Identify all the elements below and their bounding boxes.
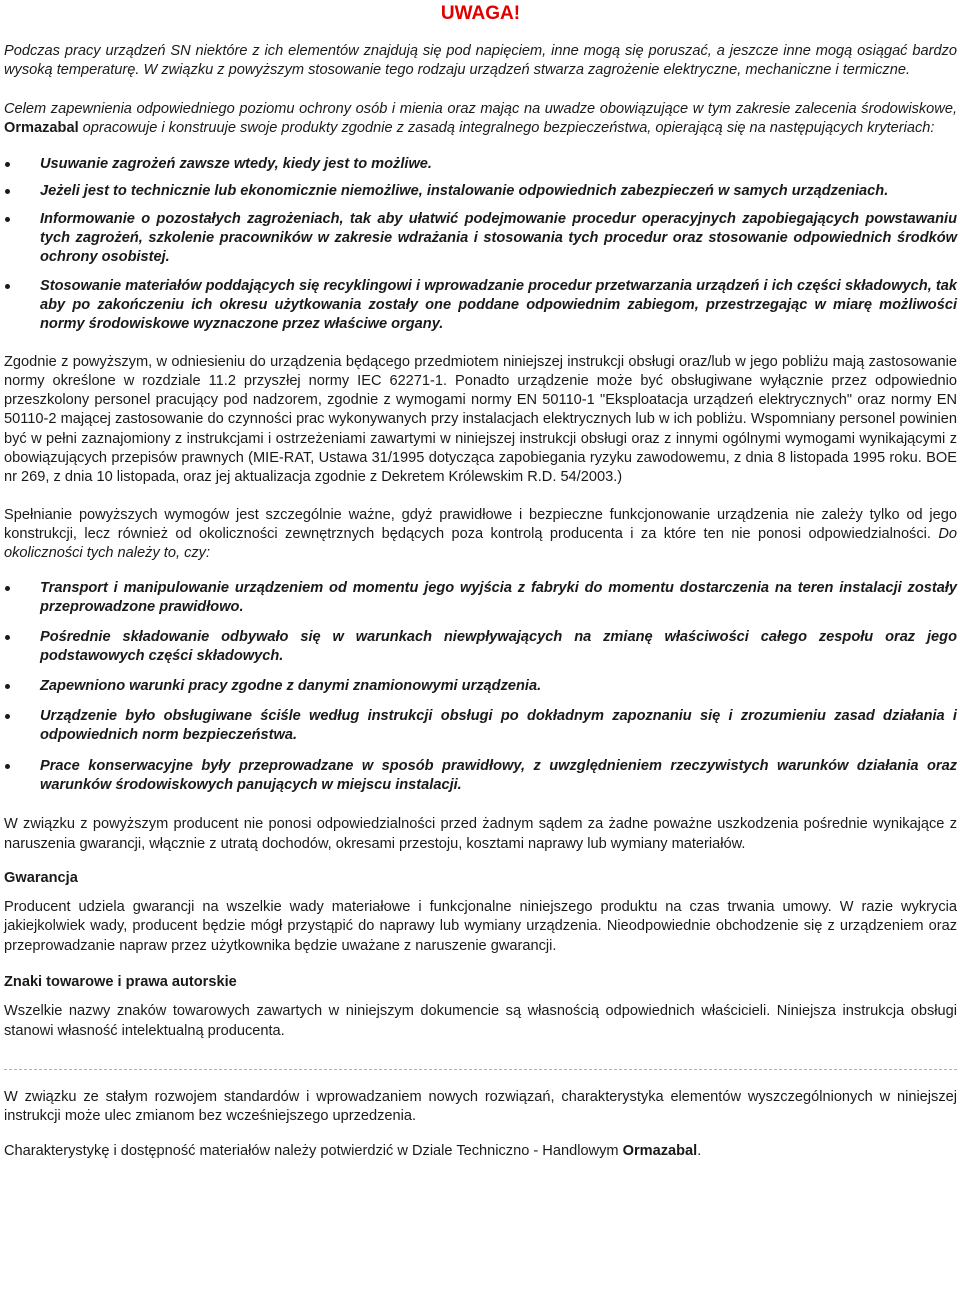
list-item-text: Jeżeli jest to technicznie lub ekonomicznie niemożliwe, instalowanie odpowiednich zabezpieczeń w samych urządzeniach. <box>40 183 889 200</box>
list-item-text: Transport i manipulowanie urządzeniem od momentu jego wyjścia z fabryki do momentu dostarczenia na teren instalacji zostały przeprowadzone prawidłowo. <box>40 579 957 615</box>
hazard-intro: Podczas pracy urządzeń SN niektóre z ich elementów znajdują się pod napięciem, inne mogą się poruszać, a jeszcze inne mogą osiągać bardzo wysoką temperaturę. W związku z powyższym stosowanie tego rodzaju urządzeń stwarza zagrożenie elektryczne, mechaniczne i termiczne. <box>4 43 957 79</box>
bullet-icon <box>5 162 10 167</box>
document-page <box>4 0 957 1162</box>
list-item <box>4 579 957 618</box>
list-item-text: Usuwanie zagrożeń zawsze wtedy, kiedy jest to możliwe. <box>40 156 432 173</box>
warning-title: UWAGA! <box>440 3 521 24</box>
requirements-lead-in: Do okoliczności tych należy to, czy: <box>4 525 957 562</box>
list-item <box>4 210 957 268</box>
warranty-heading: Gwarancja <box>4 869 78 886</box>
bullet-icon <box>5 684 10 689</box>
divider <box>4 1069 957 1070</box>
bullet-icon <box>5 284 10 289</box>
requirements-paragraph <box>4 506 957 564</box>
safety-aim-paragraph <box>4 100 957 139</box>
requirements-text: Spełnianie powyższych wymogów jest szczególnie ważne, gdyż prawidłowe i bezpieczne funkcjonowanie urządzenia nie zależy tylko od jego konstrukcji, lecz również od okoliczności zewnętrznych będących poza kontrolą producenta i za które ten nie ponosi odpowiedzialności. <box>4 506 957 542</box>
list-item-text: Zapewniono warunki pracy zgodne z danymi znamionowymi urządzenia. <box>40 677 542 694</box>
liability-paragraph: W związku z powyższym producent nie ponosi odpowiedzialności przed żadnym sądem za żadne poważne uszkodzenia pośrednie wynikające z naruszenia gwarancji, włącznie z utratą dochodów, okresami przestoju, kosztami naprawy lub wymiany materiałów. <box>4 816 957 852</box>
safety-aim-text-1: Celem zapewnienia odpowiedniego poziomu ochrony osób i mienia oraz mając na uwadze obowiązujące w tym zakresie zalecenia środowiskowe, <box>4 100 957 117</box>
list-item <box>4 277 957 335</box>
brand-name: Ormazabal <box>622 1143 698 1160</box>
bullet-icon <box>5 764 10 769</box>
safety-aim-text-2: opracowuje i konstruuje swoje produkty zgodnie z zasadą integralnego bezpieczeństwa, opierającą się na następujących kryteriach: <box>78 119 935 136</box>
list-item <box>4 707 957 746</box>
conditions-list <box>4 579 957 796</box>
trademarks-paragraph: Wszelkie nazwy znaków towarowych zawartych w niniejszym dokumencie są własnością odpowiednich właścicieli. Niniejsza instrukcja obsługi stanowi własność intelektualną producenta. <box>4 1003 957 1039</box>
compliance-paragraph: Zgodnie z powyższym, w odniesieniu do urządzenia będącego przedmiotem niniejszej instrukcji obsługi oraz/lub w jego pobliżu mają zastosowanie normy określone w rozdziale 11.2 przyszłej normy IEC 62271-1. Ponadto urządzenie może być obsługiwane wyłącznie przez odpowiednio przeszkolony personel pracujący pod nadzorem, zgodnie z wymogami normy EN 50110-1 "Eksploatacja urządzeń elektrycznych" oraz normy EN 50110-2 mającej zastosowanie do czynności prac wykonywanych przy instalacjach elektrycznych lub w ich pobliżu. Wspomniany personel powinien być w pełni zaznajomiony z instrukcjami i ostrzeżeniami zawartymi w niniejszej instrukcji obsługi oraz z innymi ogólnymi wymogami wynikającymi z obowiązujących przepisów prawnych (MIE-RAT, Ustawa 31/1995 dotycząca zapobiegania ryzyku zawodowemu, z dnia 8 listopada 1995 roku. BOE nr 269, z dnia 10 listopada, oraz jej aktualizacja zgodnie z Dekretem Królewskim R.D. 54/2003.) <box>4 353 957 486</box>
trademarks-heading: Znaki towarowe i prawa autorskie <box>4 973 237 990</box>
bullet-icon <box>5 189 10 194</box>
list-item-text: Informowanie o pozostałych zagrożeniach, tak aby ułatwić podejmowanie procedur operacyjnych zapobiegających powstawaniu tych zagrożeń, szkolenie pracowników w zakresie wdrażania i stosowania tych procedur oraz stosowanie odpowiednich środków ochrony osobistej. <box>40 210 957 266</box>
bullet-icon <box>5 586 10 591</box>
list-item <box>4 182 957 201</box>
list-item <box>4 757 957 796</box>
list-item-text: Prace konserwacyjne były przeprowadzane w sposób prawidłowy, z uwzględnieniem rzeczywistych warunków działania oraz warunków środowiskowych panujących w miejscu instalacji. <box>40 757 957 793</box>
list-item <box>4 155 957 174</box>
availability-text: Charakterystykę i dostępność materiałów należy potwierdzić w Dziale Techniczno - Handlowym <box>4 1143 623 1160</box>
availability-end: . <box>697 1143 702 1160</box>
warranty-paragraph: Producent udziela gwarancji na wszelkie wady materiałowe i funkcjonalne niniejszego produktu na czas trwania umowy. W razie wykrycia jakiejkolwiek wady, producent będzie mógł przystąpić do naprawy lub wymiany urządzenia. Nieodpowiednie obchodzenie się z urządzeniem oraz przeprowadzanie napraw przez użytkownika będzie uważane z naruszenie gwarancji. <box>4 899 957 954</box>
list-item-text: Stosowanie materiałów poddających się recyklingowi i wprowadzanie procedur przetwarzania urządzeń i ich części składowych, tak aby po zakończeniu ich okresu użytkowania zostały one poddane odpowiednim zabiegom, przestrzegając w miarę możliwości normy środowiskowe wyznaczone przez właściwe organy. <box>40 277 957 333</box>
bullet-icon <box>5 217 10 222</box>
list-item-text: Urządzenie było obsługiwane ściśle według instrukcji obsługi po dokładnym zapoznaniu się i zrozumieniu zasad działania i odpowiednich norm bezpieczeństwa. <box>40 708 957 744</box>
brand-name: Ormazabal <box>4 119 79 136</box>
list-item <box>4 677 957 696</box>
changes-notice: W związku ze stałym rozwojem standardów i wprowadzaniem nowych rozwiązań, charakterystyka elementów wyszczególnionych w niniejszej instrukcji może ulec zmianom bez wcześniejszego uprzedzenia. <box>4 1088 957 1125</box>
safety-criteria-list <box>4 155 957 334</box>
bullet-icon <box>5 714 10 719</box>
bullet-icon <box>5 635 10 640</box>
list-item <box>4 628 957 667</box>
availability-notice <box>4 1142 957 1161</box>
list-item-text: Pośrednie składowanie odbywało się w warunkach niewpływających na zmianę właściwości całego zespołu oraz jego podstawowych części składowych. <box>40 629 957 665</box>
